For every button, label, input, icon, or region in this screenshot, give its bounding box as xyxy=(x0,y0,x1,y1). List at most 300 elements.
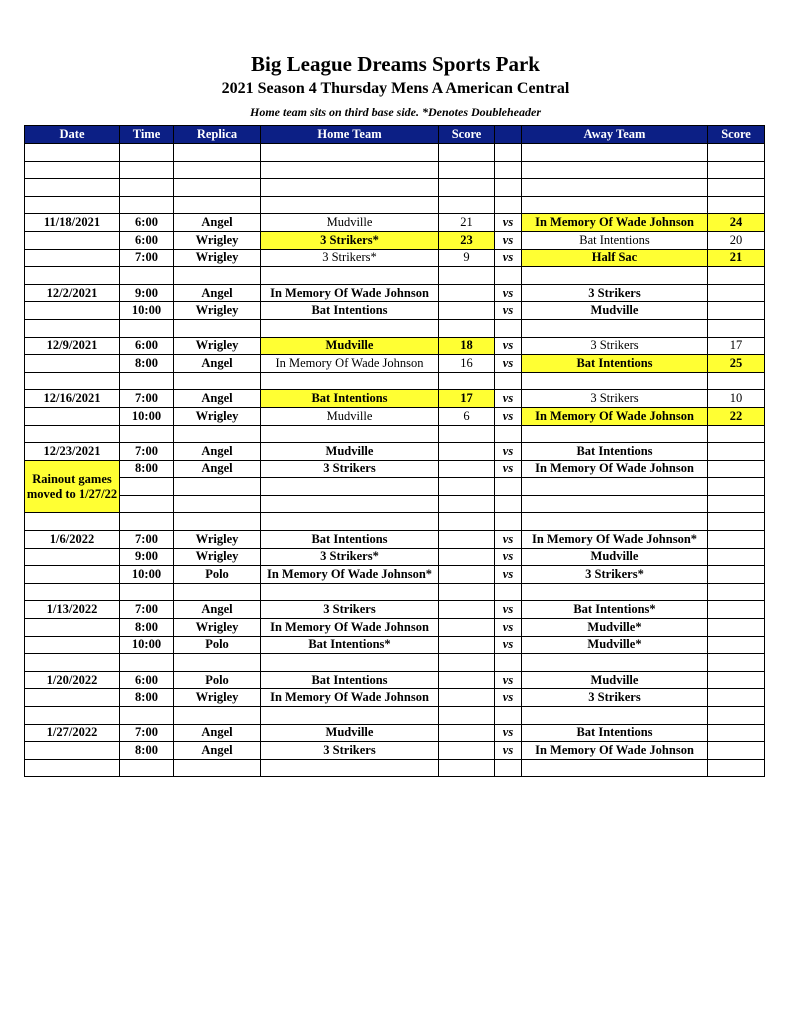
week-separator xyxy=(25,425,765,443)
separator-cell xyxy=(708,319,765,337)
empty-cell xyxy=(174,144,261,162)
home-team-cell: Bat Intentions xyxy=(261,390,439,408)
home-score-cell: 18 xyxy=(439,337,495,355)
away-team-cell: Mudville* xyxy=(522,636,708,654)
away-score-cell: 22 xyxy=(708,407,765,425)
replica-cell: Angel xyxy=(174,284,261,302)
separator-cell xyxy=(439,707,495,725)
game-row xyxy=(25,636,765,654)
separator-cell xyxy=(439,513,495,531)
separator-cell xyxy=(120,513,174,531)
time-cell: 7:00 xyxy=(120,531,174,549)
separator-cell xyxy=(708,583,765,601)
page-note: Home team sits on third base side. *Denotes Doubleheader xyxy=(250,105,541,119)
vs-cell: vs xyxy=(495,284,522,302)
date-cell: 12/16/2021 xyxy=(25,390,120,408)
replica-cell: Wrigley xyxy=(174,531,261,549)
date-cell: 12/9/2021 xyxy=(25,337,120,355)
away-team-cell: Mudville* xyxy=(522,619,708,637)
empty-cell xyxy=(261,478,439,496)
empty-cell xyxy=(261,495,439,513)
separator-cell xyxy=(522,267,708,285)
empty-cell xyxy=(261,179,439,197)
vs-cell: vs xyxy=(495,601,522,619)
game-row xyxy=(25,249,765,267)
separator-cell xyxy=(708,425,765,443)
date-cell xyxy=(25,231,120,249)
blank-row xyxy=(25,161,765,179)
replica-cell: Angel xyxy=(174,390,261,408)
game-row xyxy=(25,460,765,478)
home-team-cell: 3 Strikers xyxy=(261,742,439,760)
separator-cell xyxy=(522,372,708,390)
home-score-cell: 9 xyxy=(439,249,495,267)
date-cell xyxy=(25,355,120,373)
away-score-cell xyxy=(708,636,765,654)
separator-cell xyxy=(25,319,120,337)
date-cell xyxy=(25,302,120,320)
empty-cell xyxy=(495,495,522,513)
vs-cell: vs xyxy=(495,337,522,355)
home-team-cell: 3 Strikers* xyxy=(261,249,439,267)
vs-cell: vs xyxy=(495,531,522,549)
home-team-cell: 3 Strikers xyxy=(261,460,439,478)
game-row xyxy=(25,231,765,249)
time-cell: 8:00 xyxy=(120,619,174,637)
separator-cell xyxy=(120,196,174,214)
empty-cell xyxy=(708,161,765,179)
replica-cell: Wrigley xyxy=(174,337,261,355)
date-cell xyxy=(25,249,120,267)
date-cell: 12/23/2021 xyxy=(25,443,120,461)
separator-cell xyxy=(261,583,439,601)
week-separator xyxy=(25,654,765,672)
time-cell: 10:00 xyxy=(120,566,174,584)
separator-cell xyxy=(708,196,765,214)
home-team-cell: Mudville xyxy=(261,724,439,742)
replica-cell: Angel xyxy=(174,742,261,760)
separator-cell xyxy=(522,654,708,672)
time-cell: 6:00 xyxy=(120,671,174,689)
empty-cell xyxy=(708,478,765,496)
game-row xyxy=(25,601,765,619)
home-team-cell: 3 Strikers* xyxy=(261,231,439,249)
vs-cell: vs xyxy=(495,460,522,478)
separator-cell xyxy=(522,759,708,777)
home-score-cell: 21 xyxy=(439,214,495,232)
replica-cell: Polo xyxy=(174,566,261,584)
separator-cell xyxy=(261,372,439,390)
replica-cell: Angel xyxy=(174,460,261,478)
away-team-cell: 3 Strikers xyxy=(522,689,708,707)
blank-row xyxy=(25,478,765,496)
away-score-cell xyxy=(708,671,765,689)
separator-cell xyxy=(439,267,495,285)
empty-cell xyxy=(439,495,495,513)
away-score-cell: 24 xyxy=(708,214,765,232)
vs-cell: vs xyxy=(495,214,522,232)
separator-cell xyxy=(522,319,708,337)
separator-cell xyxy=(25,583,120,601)
home-team-cell: 3 Strikers xyxy=(261,601,439,619)
game-row xyxy=(25,566,765,584)
game-row xyxy=(25,443,765,461)
empty-cell xyxy=(495,161,522,179)
home-score-cell xyxy=(439,284,495,302)
week-separator xyxy=(25,513,765,531)
replica-cell: Angel xyxy=(174,214,261,232)
empty-cell xyxy=(25,144,120,162)
vs-cell: vs xyxy=(495,443,522,461)
replica-cell: Wrigley xyxy=(174,249,261,267)
vs-cell: vs xyxy=(495,302,522,320)
game-row xyxy=(25,214,765,232)
col-header: Score xyxy=(439,126,495,144)
away-score-cell xyxy=(708,302,765,320)
home-score-cell xyxy=(439,636,495,654)
page-title: Big League Dreams Sports Park xyxy=(251,52,540,76)
separator-cell xyxy=(174,319,261,337)
home-team-cell: 3 Strikers* xyxy=(261,548,439,566)
empty-cell xyxy=(439,161,495,179)
home-score-cell xyxy=(439,302,495,320)
separator-cell xyxy=(439,759,495,777)
game-row xyxy=(25,689,765,707)
game-row xyxy=(25,284,765,302)
separator-cell xyxy=(25,707,120,725)
home-team-cell: Bat Intentions* xyxy=(261,636,439,654)
date-cell: 1/20/2022 xyxy=(25,671,120,689)
away-score-cell: 25 xyxy=(708,355,765,373)
empty-cell xyxy=(708,179,765,197)
col-header: Away Team xyxy=(522,126,708,144)
away-score-cell xyxy=(708,548,765,566)
empty-cell xyxy=(174,161,261,179)
week-separator xyxy=(25,759,765,777)
date-cell: 12/2/2021 xyxy=(25,284,120,302)
empty-cell xyxy=(261,144,439,162)
empty-cell xyxy=(120,495,174,513)
separator-cell xyxy=(25,425,120,443)
separator-cell xyxy=(495,583,522,601)
empty-cell xyxy=(25,161,120,179)
home-score-cell xyxy=(439,742,495,760)
empty-cell xyxy=(174,179,261,197)
separator-cell xyxy=(708,513,765,531)
date-cell: 1/13/2022 xyxy=(25,601,120,619)
home-score-cell xyxy=(439,566,495,584)
home-team-cell: Bat Intentions xyxy=(261,671,439,689)
separator-cell xyxy=(261,425,439,443)
empty-cell xyxy=(120,144,174,162)
separator-cell xyxy=(495,319,522,337)
separator-cell xyxy=(261,759,439,777)
away-team-cell: 3 Strikers xyxy=(522,337,708,355)
home-score-cell: 23 xyxy=(439,231,495,249)
blank-row xyxy=(25,179,765,197)
away-score-cell: 10 xyxy=(708,390,765,408)
empty-cell xyxy=(522,161,708,179)
game-row xyxy=(25,671,765,689)
away-team-cell: Bat Intentions xyxy=(522,231,708,249)
time-cell: 7:00 xyxy=(120,601,174,619)
col-header: Time xyxy=(120,126,174,144)
separator-cell xyxy=(439,654,495,672)
vs-cell: vs xyxy=(495,231,522,249)
col-header: Home Team xyxy=(261,126,439,144)
date-cell: 11/18/2021 xyxy=(25,214,120,232)
separator-cell xyxy=(174,372,261,390)
away-team-cell: Bat Intentions xyxy=(522,724,708,742)
home-team-cell: Mudville xyxy=(261,407,439,425)
home-score-cell: 6 xyxy=(439,407,495,425)
empty-cell xyxy=(439,478,495,496)
away-team-cell: Bat Intentions xyxy=(522,355,708,373)
date-cell: 1/6/2022 xyxy=(25,531,120,549)
week-separator xyxy=(25,196,765,214)
away-score-cell xyxy=(708,742,765,760)
home-team-cell: In Memory Of Wade Johnson xyxy=(261,355,439,373)
vs-cell: vs xyxy=(495,249,522,267)
date-cell xyxy=(25,689,120,707)
home-team-cell: Bat Intentions xyxy=(261,531,439,549)
separator-cell xyxy=(439,319,495,337)
replica-cell: Polo xyxy=(174,636,261,654)
empty-cell xyxy=(495,478,522,496)
game-row xyxy=(25,337,765,355)
vs-cell: vs xyxy=(495,689,522,707)
empty-cell xyxy=(120,179,174,197)
date-cell xyxy=(25,407,120,425)
schedule-table xyxy=(24,125,765,777)
home-team-cell: In Memory Of Wade Johnson xyxy=(261,689,439,707)
col-header: Score xyxy=(708,126,765,144)
away-score-cell xyxy=(708,566,765,584)
replica-cell: Angel xyxy=(174,443,261,461)
separator-cell xyxy=(708,372,765,390)
time-cell: 10:00 xyxy=(120,407,174,425)
empty-cell xyxy=(439,179,495,197)
vs-cell: vs xyxy=(495,548,522,566)
separator-cell xyxy=(708,654,765,672)
time-cell: 8:00 xyxy=(120,355,174,373)
game-row xyxy=(25,390,765,408)
away-team-cell: Mudville xyxy=(522,302,708,320)
week-separator xyxy=(25,267,765,285)
separator-cell xyxy=(708,759,765,777)
away-team-cell: Half Sac xyxy=(522,249,708,267)
away-team-cell: Bat Intentions xyxy=(522,443,708,461)
separator-cell xyxy=(261,513,439,531)
time-cell: 6:00 xyxy=(120,337,174,355)
away-score-cell xyxy=(708,443,765,461)
separator-cell xyxy=(495,513,522,531)
blank-row xyxy=(25,495,765,513)
away-score-cell xyxy=(708,284,765,302)
empty-cell xyxy=(439,144,495,162)
separator-cell xyxy=(708,267,765,285)
vs-cell: vs xyxy=(495,355,522,373)
home-score-cell xyxy=(439,619,495,637)
home-score-cell xyxy=(439,724,495,742)
empty-cell xyxy=(174,478,261,496)
separator-cell xyxy=(174,196,261,214)
separator-cell xyxy=(174,425,261,443)
vs-cell: vs xyxy=(495,636,522,654)
empty-cell xyxy=(522,144,708,162)
away-team-cell: In Memory Of Wade Johnson xyxy=(522,742,708,760)
separator-cell xyxy=(25,759,120,777)
vs-cell: vs xyxy=(495,390,522,408)
replica-cell: Wrigley xyxy=(174,407,261,425)
time-cell: 6:00 xyxy=(120,231,174,249)
separator-cell xyxy=(120,583,174,601)
replica-cell: Wrigley xyxy=(174,302,261,320)
home-score-cell xyxy=(439,601,495,619)
time-cell: 6:00 xyxy=(120,214,174,232)
separator-cell xyxy=(495,372,522,390)
away-team-cell: 3 Strikers* xyxy=(522,566,708,584)
time-cell: 8:00 xyxy=(120,742,174,760)
away-score-cell xyxy=(708,689,765,707)
separator-cell xyxy=(439,583,495,601)
date-cell xyxy=(25,566,120,584)
replica-cell: Angel xyxy=(174,355,261,373)
col-header xyxy=(495,126,522,144)
time-cell: 7:00 xyxy=(120,249,174,267)
away-team-cell: In Memory Of Wade Johnson xyxy=(522,214,708,232)
home-score-cell: 16 xyxy=(439,355,495,373)
away-score-cell: 20 xyxy=(708,231,765,249)
separator-cell xyxy=(25,654,120,672)
separator-cell xyxy=(120,267,174,285)
away-score-cell xyxy=(708,460,765,478)
replica-cell: Wrigley xyxy=(174,689,261,707)
separator-cell xyxy=(261,196,439,214)
separator-cell xyxy=(25,513,120,531)
home-score-cell xyxy=(439,443,495,461)
away-score-cell xyxy=(708,601,765,619)
separator-cell xyxy=(261,267,439,285)
separator-cell xyxy=(522,583,708,601)
page-subtitle: 2021 Season 4 Thursday Mens A American Central xyxy=(221,80,570,97)
game-row xyxy=(25,619,765,637)
date-cell: 1/27/2022 xyxy=(25,724,120,742)
rainout-note: Rainout games moved to 1/27/22 xyxy=(25,460,120,513)
separator-cell xyxy=(495,707,522,725)
away-team-cell: Mudville xyxy=(522,548,708,566)
home-team-cell: Mudville xyxy=(261,214,439,232)
separator-cell xyxy=(495,196,522,214)
home-score-cell: 17 xyxy=(439,390,495,408)
away-team-cell: In Memory Of Wade Johnson xyxy=(522,460,708,478)
time-cell: 10:00 xyxy=(120,302,174,320)
separator-cell xyxy=(522,196,708,214)
empty-cell xyxy=(174,495,261,513)
home-team-cell: Bat Intentions xyxy=(261,302,439,320)
empty-cell xyxy=(25,179,120,197)
home-team-cell: Mudville xyxy=(261,443,439,461)
home-score-cell xyxy=(439,689,495,707)
week-separator xyxy=(25,707,765,725)
home-team-cell: In Memory Of Wade Johnson* xyxy=(261,566,439,584)
separator-cell xyxy=(25,372,120,390)
header-row xyxy=(25,126,765,144)
time-cell: 10:00 xyxy=(120,636,174,654)
home-score-cell xyxy=(439,671,495,689)
separator-cell xyxy=(174,759,261,777)
replica-cell: Wrigley xyxy=(174,548,261,566)
vs-cell: vs xyxy=(495,619,522,637)
separator-cell xyxy=(522,513,708,531)
empty-cell xyxy=(522,495,708,513)
separator-cell xyxy=(174,707,261,725)
date-cell xyxy=(25,742,120,760)
vs-cell: vs xyxy=(495,566,522,584)
empty-cell xyxy=(522,179,708,197)
game-row xyxy=(25,302,765,320)
game-row xyxy=(25,355,765,373)
time-cell: 9:00 xyxy=(120,284,174,302)
away-score-cell xyxy=(708,619,765,637)
game-row xyxy=(25,407,765,425)
away-team-cell: In Memory Of Wade Johnson xyxy=(522,407,708,425)
empty-cell xyxy=(120,478,174,496)
col-header: Replica xyxy=(174,126,261,144)
separator-cell xyxy=(439,425,495,443)
separator-cell xyxy=(708,707,765,725)
home-team-cell: In Memory Of Wade Johnson xyxy=(261,619,439,637)
separator-cell xyxy=(495,759,522,777)
separator-cell xyxy=(261,319,439,337)
vs-cell: vs xyxy=(495,671,522,689)
blank-row xyxy=(25,144,765,162)
time-cell: 9:00 xyxy=(120,548,174,566)
separator-cell xyxy=(120,319,174,337)
game-row xyxy=(25,724,765,742)
game-row xyxy=(25,548,765,566)
home-score-cell xyxy=(439,460,495,478)
time-cell: 7:00 xyxy=(120,390,174,408)
week-separator xyxy=(25,372,765,390)
away-team-cell: Bat Intentions* xyxy=(522,601,708,619)
separator-cell xyxy=(495,425,522,443)
vs-cell: vs xyxy=(495,742,522,760)
replica-cell: Polo xyxy=(174,671,261,689)
separator-cell xyxy=(261,707,439,725)
home-score-cell xyxy=(439,531,495,549)
separator-cell xyxy=(120,759,174,777)
away-team-cell: Mudville xyxy=(522,671,708,689)
empty-cell xyxy=(708,495,765,513)
week-separator xyxy=(25,319,765,337)
separator-cell xyxy=(439,196,495,214)
separator-cell xyxy=(120,654,174,672)
replica-cell: Wrigley xyxy=(174,231,261,249)
time-cell: 8:00 xyxy=(120,460,174,478)
away-score-cell: 21 xyxy=(708,249,765,267)
separator-cell xyxy=(25,196,120,214)
separator-cell xyxy=(522,425,708,443)
separator-cell xyxy=(261,654,439,672)
date-cell xyxy=(25,619,120,637)
separator-cell xyxy=(495,267,522,285)
separator-cell xyxy=(522,707,708,725)
separator-cell xyxy=(174,267,261,285)
empty-cell xyxy=(495,179,522,197)
replica-cell: Wrigley xyxy=(174,619,261,637)
separator-cell xyxy=(120,372,174,390)
